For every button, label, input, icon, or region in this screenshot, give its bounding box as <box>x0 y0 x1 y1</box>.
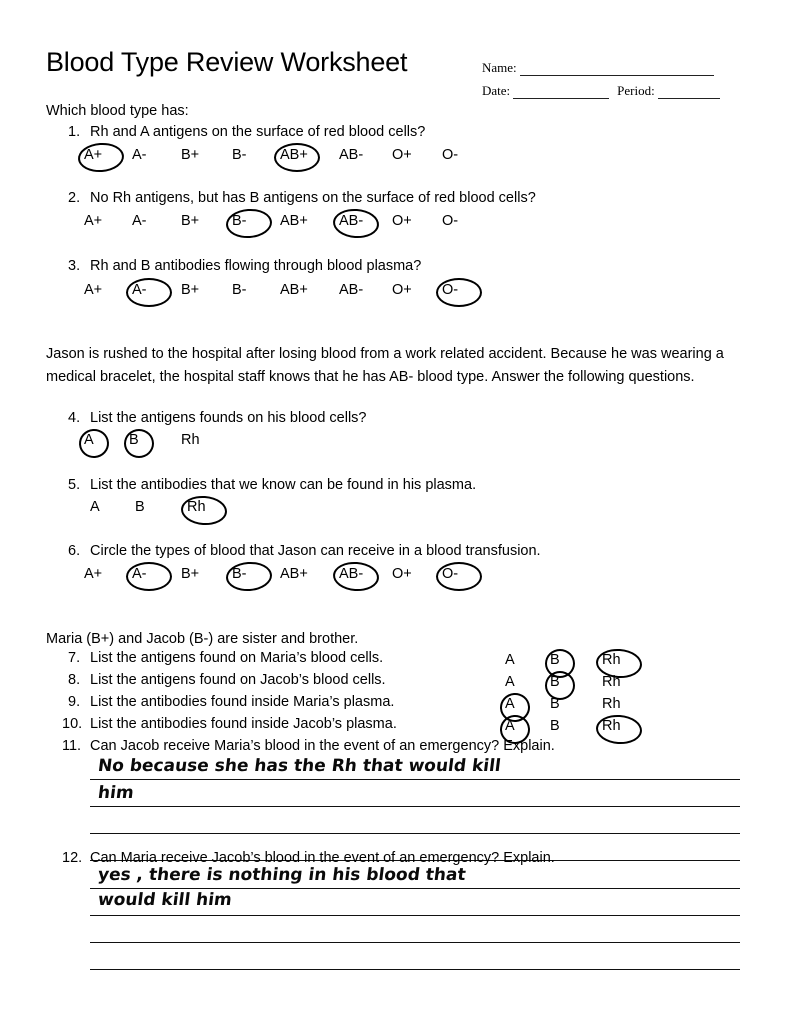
option-Rh[interactable]: Rh <box>602 696 621 712</box>
option-A[interactable]: A <box>90 499 100 515</box>
page-title: Blood Type Review Worksheet <box>46 47 408 77</box>
option-Bpos[interactable]: B+ <box>181 213 200 229</box>
question-number-6: 6. <box>68 543 81 559</box>
option-ABneg[interactable]: AB- <box>339 282 364 298</box>
option-Rh[interactable]: Rh <box>187 499 206 515</box>
question-text-4: List the antigens founds on his blood cells? <box>90 410 367 426</box>
option-ABneg[interactable]: AB- <box>339 147 364 163</box>
option-Aneg[interactable]: A- <box>132 213 147 229</box>
answer-line-12-3[interactable] <box>90 942 740 943</box>
option-row-4[interactable] <box>84 430 264 454</box>
option-A[interactable]: A <box>505 718 515 734</box>
answer-circle-mark <box>332 560 380 592</box>
option-Rh[interactable]: Rh <box>602 652 621 668</box>
answer-circle-mark <box>126 278 172 307</box>
option-Oneg[interactable]: O- <box>442 282 459 298</box>
option-Bneg[interactable]: B- <box>232 147 247 163</box>
answer-circle-mark <box>124 429 154 458</box>
option-row-2[interactable] <box>84 210 564 236</box>
option-B[interactable]: B <box>135 499 145 515</box>
option-B[interactable]: B <box>550 718 560 734</box>
question-text-8: List the antigens found on Jacob’s blood cells. <box>90 672 386 688</box>
question-number-12: 12. <box>62 850 83 866</box>
question-text-10: List the antibodies found inside Jacob’s plasma. <box>90 716 397 732</box>
handwritten-answer-12-line2: would kill him <box>96 890 233 910</box>
date-label: Date: <box>482 83 511 98</box>
question-number-2: 2. <box>68 190 81 206</box>
question-number-7: 7. <box>68 650 81 666</box>
name-row <box>482 60 732 76</box>
option-A[interactable]: A <box>505 696 515 712</box>
option-Opos[interactable]: O+ <box>392 147 412 163</box>
question-text-5: List the antibodies that we know can be found in his plasma. <box>90 477 477 493</box>
option-row-7[interactable] <box>505 650 635 674</box>
option-ABpos[interactable]: AB+ <box>280 566 308 582</box>
option-ABpos[interactable]: AB+ <box>280 282 308 298</box>
answer-line-11-2[interactable] <box>90 806 740 807</box>
option-B[interactable]: B <box>550 696 560 712</box>
option-Apos[interactable]: A+ <box>84 282 103 298</box>
question-text-2: No Rh antigens, but has B antigens on the surface of red blood cells? <box>90 190 536 206</box>
option-A[interactable]: A <box>505 674 515 690</box>
question-number-1: 1. <box>68 124 81 140</box>
question-text-9: List the antibodies found inside Maria’s plasma. <box>90 694 395 710</box>
answer-circle-mark <box>274 143 320 172</box>
option-row-10[interactable] <box>505 716 635 740</box>
handwritten-answer-12-line1: yes , there is nothing in his blood that <box>96 865 467 885</box>
option-Bneg[interactable]: B- <box>232 566 247 582</box>
answer-circle-mark <box>180 494 228 526</box>
student-info-block <box>482 60 732 106</box>
question-number-11: 11. <box>62 738 82 754</box>
answer-circle-mark <box>78 428 110 459</box>
option-Bpos[interactable]: B+ <box>181 566 200 582</box>
option-row-8[interactable] <box>505 672 635 696</box>
question-text-1: Rh and A antigens on the surface of red blood cells? <box>90 124 426 140</box>
period-label: Period: <box>617 83 655 98</box>
option-Opos[interactable]: O+ <box>392 566 412 582</box>
name-input[interactable] <box>520 63 714 76</box>
option-Bneg[interactable]: B- <box>232 282 247 298</box>
answer-circle-mark <box>126 562 172 591</box>
question-number-5: 5. <box>68 477 81 493</box>
option-Aneg[interactable]: A- <box>132 282 147 298</box>
answer-circle-mark <box>436 562 482 591</box>
answer-circle-mark <box>436 278 482 307</box>
option-Opos[interactable]: O+ <box>392 213 412 229</box>
question-text-11: Can Jacob receive Maria’s blood in the event of an emergency? Explain. <box>90 738 555 754</box>
option-Bpos[interactable]: B+ <box>181 282 200 298</box>
answer-circle-mark <box>332 207 380 239</box>
option-ABpos[interactable]: AB+ <box>280 147 308 163</box>
question-number-9: 9. <box>68 694 81 710</box>
intro-prompt: Which blood type has: <box>46 103 189 119</box>
handwritten-answer-11-line1: No because she has the Rh that would kill <box>96 756 502 776</box>
option-Oneg[interactable]: O- <box>442 147 459 163</box>
option-B[interactable]: B <box>129 432 139 448</box>
answer-line-12-2[interactable] <box>90 915 740 916</box>
option-Aneg[interactable]: A- <box>132 566 147 582</box>
answer-line-11-3[interactable] <box>90 833 740 834</box>
option-B[interactable]: B <box>550 674 560 690</box>
option-A[interactable]: A <box>505 652 515 668</box>
option-Aneg[interactable]: A- <box>132 147 147 163</box>
question-text-12: Can Maria receive Jacob’s blood in the event of an emergency? Explain. <box>90 850 555 866</box>
period-input[interactable] <box>658 86 720 99</box>
option-Apos[interactable]: A+ <box>84 147 103 163</box>
option-ABneg[interactable]: AB- <box>339 566 364 582</box>
question-number-4: 4. <box>68 410 81 426</box>
answer-line-12-4[interactable] <box>90 969 740 970</box>
option-row-3[interactable] <box>84 279 564 305</box>
option-Oneg[interactable]: O- <box>442 566 459 582</box>
answer-line-11-1[interactable] <box>90 779 740 780</box>
option-Rh[interactable]: Rh <box>602 718 621 734</box>
maria-scenario-paragraph: Maria (B+) and Jacob (B-) are sister and brother. <box>46 631 359 647</box>
question-number-10: 10. <box>62 716 83 732</box>
option-B[interactable]: B <box>550 652 560 668</box>
jason-scenario-paragraph: Jason is rushed to the hospital after losing blood from a work related accident. Because he was wearing a medical bracelet, the hospital staff knows that he has AB- blood type. Answer the following questions. <box>46 346 724 385</box>
option-Bpos[interactable]: B+ <box>181 147 200 163</box>
option-Opos[interactable]: O+ <box>392 282 412 298</box>
option-Rh[interactable]: Rh <box>602 674 621 690</box>
question-text-3: Rh and B antibodies flowing through blood plasma? <box>90 258 422 274</box>
answer-circle-mark <box>595 713 643 745</box>
option-row-1[interactable] <box>84 144 564 170</box>
date-period-row <box>482 83 732 99</box>
question-text-7: List the antigens found on Maria’s blood cells. <box>90 650 384 666</box>
question-text-6: Circle the types of blood that Jason can receive in a blood transfusion. <box>90 543 541 559</box>
option-row-6[interactable] <box>84 563 564 589</box>
question-number-8: 8. <box>68 672 81 688</box>
option-Bneg[interactable]: B- <box>232 213 247 229</box>
date-input[interactable] <box>513 86 609 99</box>
option-ABpos[interactable]: AB+ <box>280 213 308 229</box>
option-A[interactable]: A <box>84 432 94 448</box>
handwritten-answer-11-line2: him <box>96 783 135 803</box>
option-Oneg[interactable]: O- <box>442 213 459 229</box>
option-Apos[interactable]: A+ <box>84 213 103 229</box>
question-number-3: 3. <box>68 258 81 274</box>
option-Rh[interactable]: Rh <box>181 432 200 448</box>
option-ABneg[interactable]: AB- <box>339 213 364 229</box>
option-Apos[interactable]: A+ <box>84 566 103 582</box>
answer-line-12-1[interactable] <box>90 888 740 889</box>
name-label: Name: <box>482 60 517 75</box>
option-row-5[interactable] <box>90 497 270 521</box>
